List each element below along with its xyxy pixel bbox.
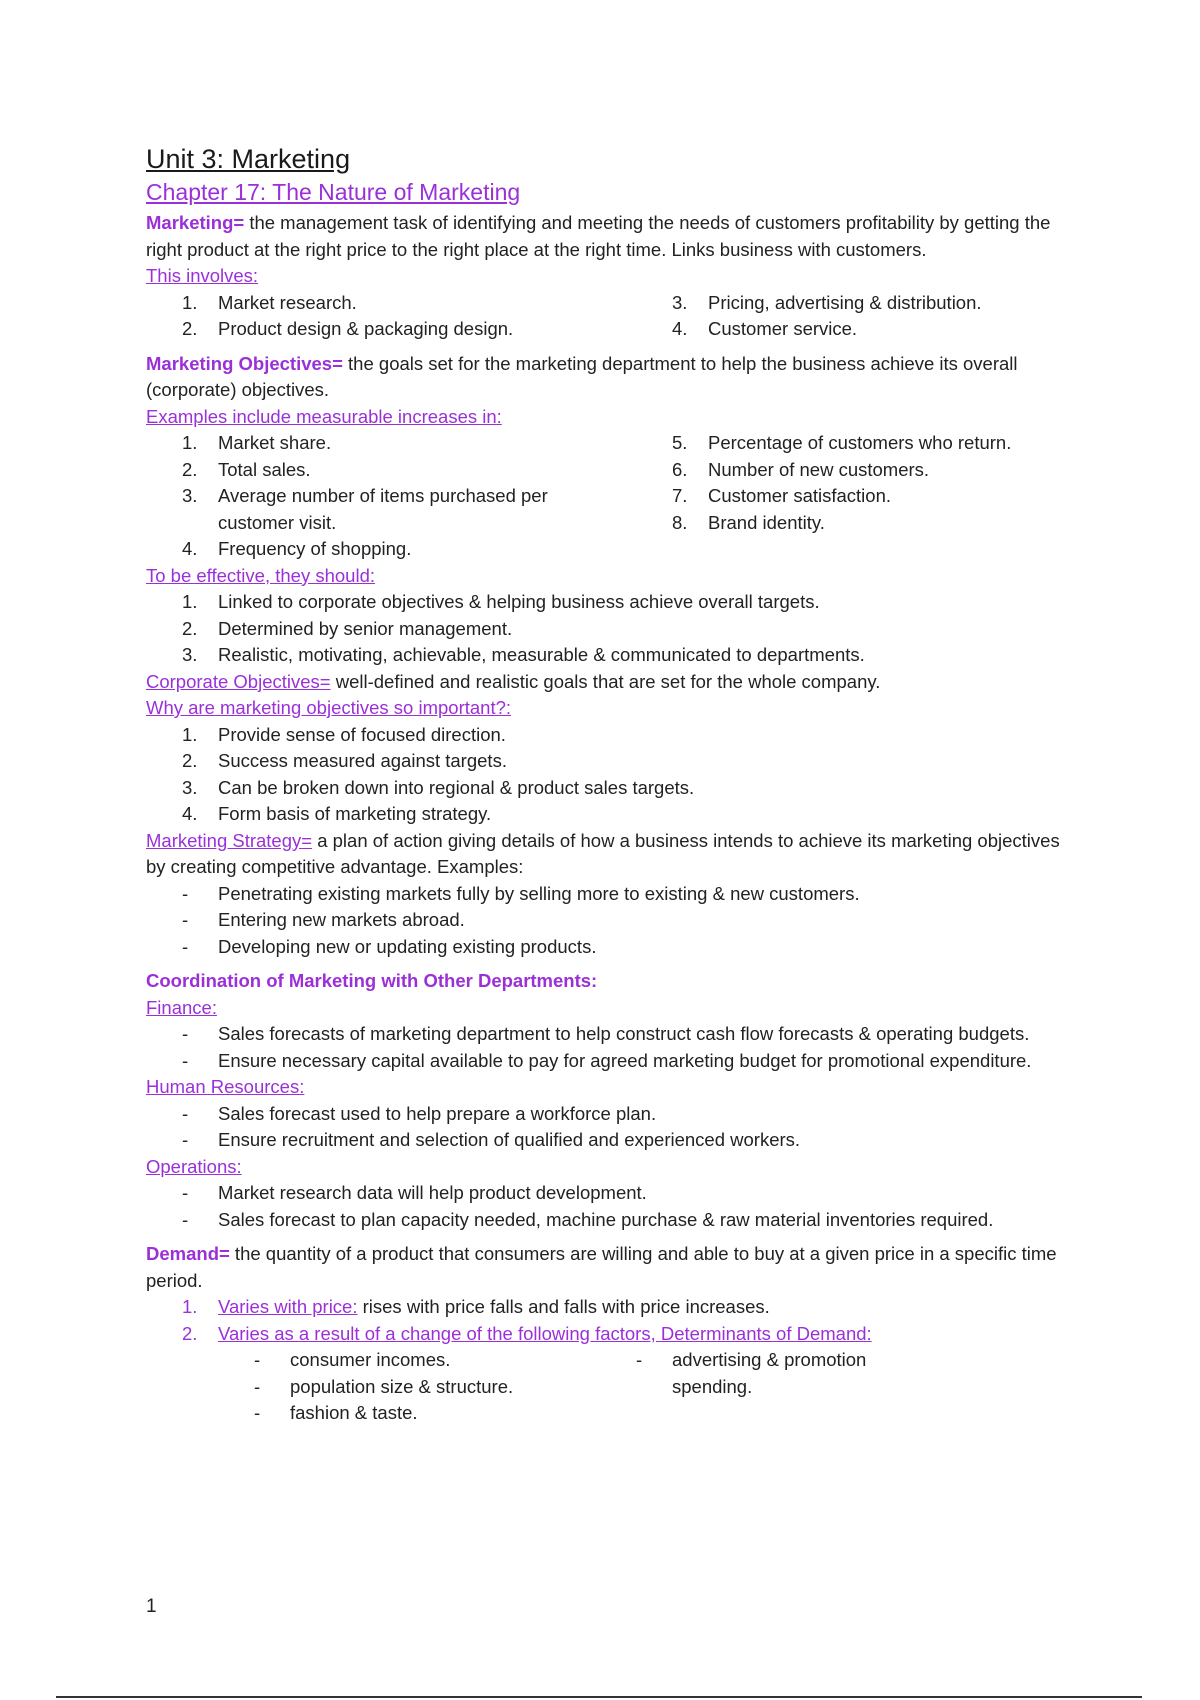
finance-heading[interactable]: Finance: [146,996,217,1018]
demand-list [146,1294,1066,1347]
why-heading[interactable]: Why are marketing objectives so important?: [146,697,512,718]
involves-heading[interactable]: This involves: [146,265,259,286]
list-item: - population size & structure. [254,1375,514,1397]
demand-definition: Demand= the quantity of a product that consumers are willing and able to buy at a given price in a specific time period. [146,1243,1057,1291]
list-item: - Ensure necessary capital available to pay for agreed marketing budget for promotional expenditure. [182,1049,1032,1071]
effective-list [146,589,1066,669]
marketing-term: Marketing= [146,212,245,233]
chapter-title: Chapter 17: The Nature of Marketing [146,179,521,205]
operations-heading[interactable]: Operations: [146,1155,242,1177]
marketing-objectives-definition: Marketing Objectives= the goals set for the marketing department to help the business achieve its overall (corporate) objectives. [146,352,1018,400]
list-item: - Sales forecast to plan capacity needed, machine purchase & raw material inventories required. [182,1208,994,1230]
list-item: 4. Customer service. [672,318,858,339]
why-list [146,722,1066,828]
list-item: - advertising & promotion spending. [636,1349,867,1397]
list-item: - Developing new or updating existing products. [182,935,597,957]
list-item: 1. Linked to corporate objectives & helping business achieve overall targets. [182,591,820,612]
unit-title: Unit 3: Marketing [146,144,351,174]
marketing-objectives-term: Marketing Objectives= [146,352,343,374]
list-item: - Sales forecasts of marketing department to help construct cash flow forecasts & operating budgets. [182,1023,1030,1044]
list-item: 1. Provide sense of focused direction. [182,723,506,745]
list-item: 3. Can be broken down into regional & product sales targets. [182,776,695,798]
list-item: 2. Product design & packaging design. [182,318,514,339]
corporate-objectives-term[interactable]: Corporate Objectives= [146,670,331,692]
list-item: 6. Number of new customers. [672,458,930,480]
list-item: 2. Varies as a result of a change of the following factors, Determinants of Demand: [182,1322,872,1344]
list-item: - Penetrating existing markets fully by selling more to existing & new customers. [182,882,860,904]
effective-heading[interactable]: To be effective, they should: [146,564,376,586]
marketing-definition [146,210,1066,263]
list-item: 5. Percentage of customers who return. [672,432,1012,453]
corporate-objectives-definition: Corporate Objectives= well-defined and realistic goals that are set for the whole company. [146,670,881,692]
list-item: 4. Frequency of shopping. [182,538,412,559]
list-item: - fashion & taste. [254,1402,418,1423]
list-item: - Ensure recruitment and selection of qualified and experienced workers. [182,1129,801,1150]
list-item: 2. Determined by senior management. [182,617,513,639]
involves-list [146,290,1086,343]
list-item: 3. Average number of items purchased per customer visit. [182,485,548,533]
list-item: 1. Market research. [182,291,357,313]
demand-term: Demand= [146,1243,230,1264]
page-bottom-divider [56,1696,1142,1698]
examples-list [146,430,1086,563]
list-item: - Sales forecast used to help prepare a workforce plan. [182,1102,657,1124]
coordination-heading: Coordination of Marketing with Other Departments: [146,970,598,991]
examples-heading[interactable]: Examples include measurable increases in: [146,405,502,427]
varies-with-price-link[interactable]: Varies with price: [218,1296,358,1317]
marketing-strategy-definition: Marketing Strategy= a plan of action giving details of how a business intends to achieve its marketing objectives by creating competitive advantage. Examples: [146,829,1060,877]
list-item: - Entering new markets abroad. [182,909,465,930]
list-item: 3. Pricing, advertising & distribution. [672,291,982,313]
strategy-list [146,881,1066,961]
marketing-definition-text: the management task of identifying and meeting the needs of customers profitability by getting the right product at the right price to the right place at the right time. Links business with customers. [146,212,1051,260]
list-item: 4. Form basis of marketing strategy. [182,803,492,824]
list-item: 2. Success measured against targets. [182,750,507,771]
list-item: 3. Realistic, motivating, achievable, measurable & communicated to departments. [182,644,865,665]
determinants-link[interactable]: Varies as a result of a change of the following factors, Determinants of Demand: [218,1322,872,1344]
page-number: 1 [146,1596,157,1617]
list-item: - consumer incomes. [254,1349,451,1370]
marketing-strategy-term[interactable]: Marketing Strategy= [146,829,313,851]
determinants-list [146,1347,1066,1427]
hr-list [146,1101,1066,1154]
list-item: 2. Total sales. [182,458,311,480]
list-item: 1. Varies with price: rises with price falls and falls with price increases. [182,1296,770,1317]
list-item: - Market research data will help product development. [182,1182,647,1203]
finance-list [146,1021,1066,1074]
operations-list [146,1180,1066,1233]
list-item: 1. Market share. [182,432,332,453]
list-item: 8. Brand identity. [672,511,825,533]
list-item: 7. Customer satisfaction. [672,485,892,506]
hr-heading[interactable]: Human Resources: [146,1076,305,1097]
document-page [146,142,1066,1427]
